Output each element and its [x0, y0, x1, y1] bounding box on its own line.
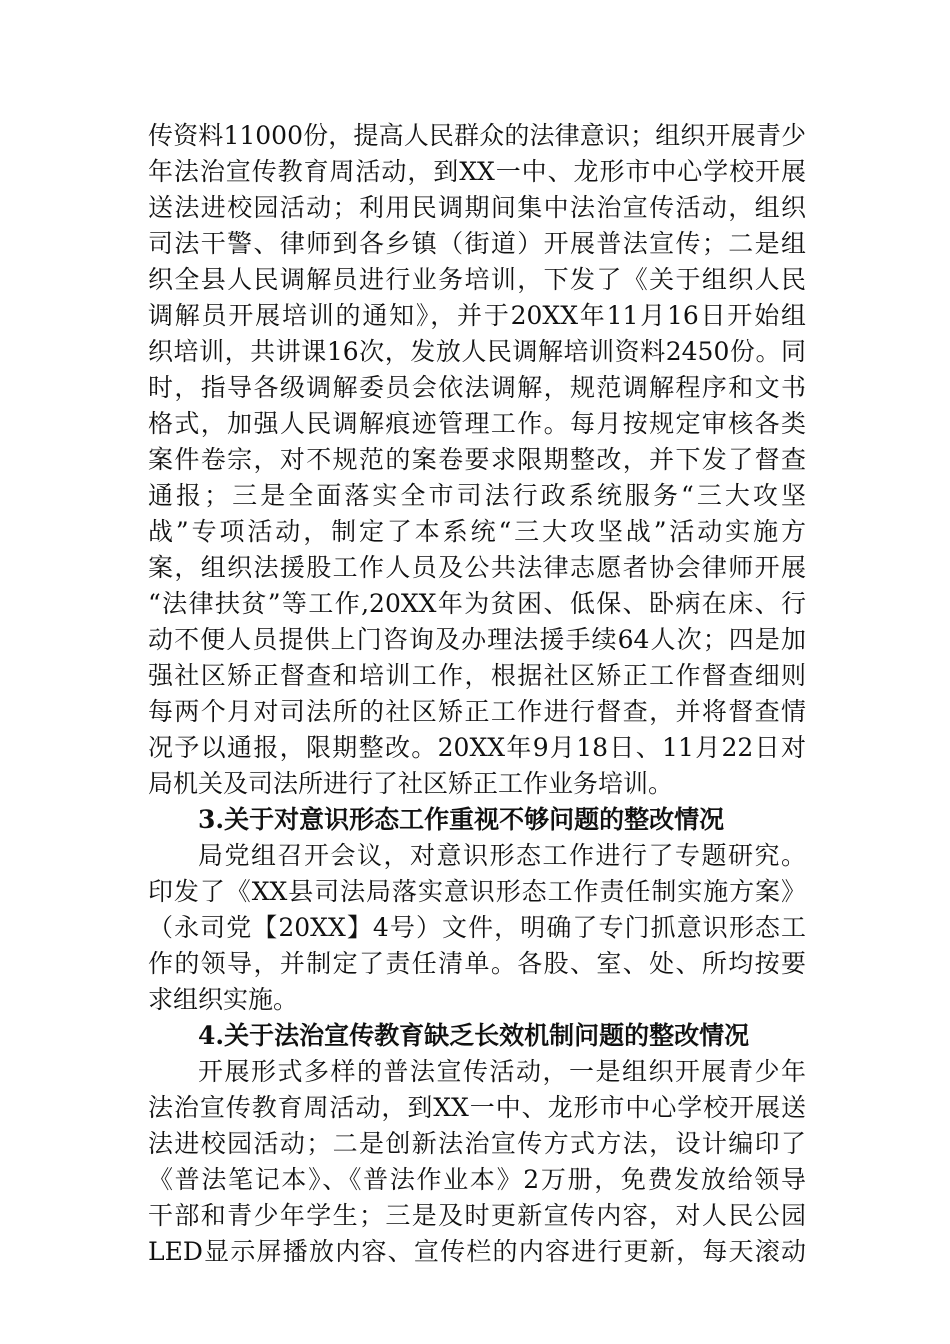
body-text-line: 织培训，共讲课16次，发放人民调解培训资料2450份。同: [148, 337, 806, 366]
body-text-line: 司法干警、律师到各乡镇（街道）开展普法宣传；二是组: [148, 229, 806, 258]
body-text-line: 调解员开展培训的通知》，并于20XX年11月16日开始组: [148, 301, 806, 330]
body-text-line: 《普法笔记本》、《普法作业本》2万册，免费发放给领导: [148, 1165, 806, 1194]
body-text-line: 作的领导，并制定了责任清单。各股、室、处、所均按要: [148, 949, 806, 978]
body-text-line: 通报；三是全面落实全市司法行政系统服务“三大攻坚: [148, 481, 806, 510]
body-text-line: 印发了《XX县司法局落实意识形态工作责任制实施方案》: [148, 877, 806, 906]
body-text-line: 求组织实施。: [148, 985, 299, 1014]
body-text-line: 局机关及司法所进行了社区矫正工作业务培训。: [148, 769, 674, 798]
body-text-line: 时，指导各级调解委员会依法调解，规范调解程序和文书: [148, 373, 806, 402]
body-text-line: 战”专项活动，制定了本系统“三大攻坚战”活动实施方: [148, 517, 806, 546]
body-text-line: 案件卷宗，对不规范的案卷要求限期整改，并下发了督查: [148, 445, 806, 474]
body-text-line: 年法治宣传教育周活动，到XX一中、龙形市中心学校开展: [148, 157, 806, 186]
body-text-line: 开展形式多样的普法宣传活动，一是组织开展青少年: [198, 1057, 806, 1086]
body-text-line: 案，组织法援股工作人员及公共法律志愿者协会律师开展: [148, 553, 806, 582]
body-text-line: 局党组召开会议，对意识形态工作进行了专题研究。: [198, 841, 806, 870]
body-text-line: 动不便人员提供上门咨询及办理法援手续64人次；四是加: [148, 625, 806, 654]
body-text-line: 强社区矫正督查和培训工作，根据社区矫正工作督查细则: [148, 661, 806, 690]
body-text-line: 况予以通报，限期整改。20XX年9月18日、11月22日对: [148, 733, 806, 762]
body-text-line: 织全县人民调解员进行业务培训，下发了《关于组织人民: [148, 265, 806, 294]
body-text-line: “法律扶贫”等工作,20XX年为贫困、低保、卧病在床、行: [148, 589, 806, 618]
body-text-line: 传资料11000份，提高人民群众的法律意识；组织开展青少: [148, 121, 806, 150]
body-text-line: 法治宣传教育周活动，到XX一中、龙形市中心学校开展送: [148, 1093, 806, 1122]
body-text-line: 法进校园活动；二是创新法治宣传方式方法，设计编印了: [148, 1129, 806, 1158]
section-heading-3: 3.关于对意识形态工作重视不够问题的整改情况: [198, 805, 725, 834]
body-text-line: LED显示屏播放内容、宣传栏的内容进行更新，每天滚动: [148, 1237, 806, 1266]
body-text-line: 每两个月对司法所的社区矫正工作进行督查，并将督查情: [148, 697, 806, 726]
body-text-line: 干部和青少年学生；三是及时更新宣传内容，对人民公园: [148, 1201, 806, 1230]
body-text-line: 送法进校园活动；利用民调期间集中法治宣传活动，组织: [148, 193, 806, 222]
body-text-line: 格式，加强人民调解痕迹管理工作。每月按规定审核各类: [148, 409, 806, 438]
body-text-line: （永司党【20XX】4号）文件，明确了专门抓意识形态工: [148, 913, 806, 942]
section-heading-4: 4.关于法治宣传教育缺乏长效机制问题的整改情况: [198, 1021, 750, 1050]
